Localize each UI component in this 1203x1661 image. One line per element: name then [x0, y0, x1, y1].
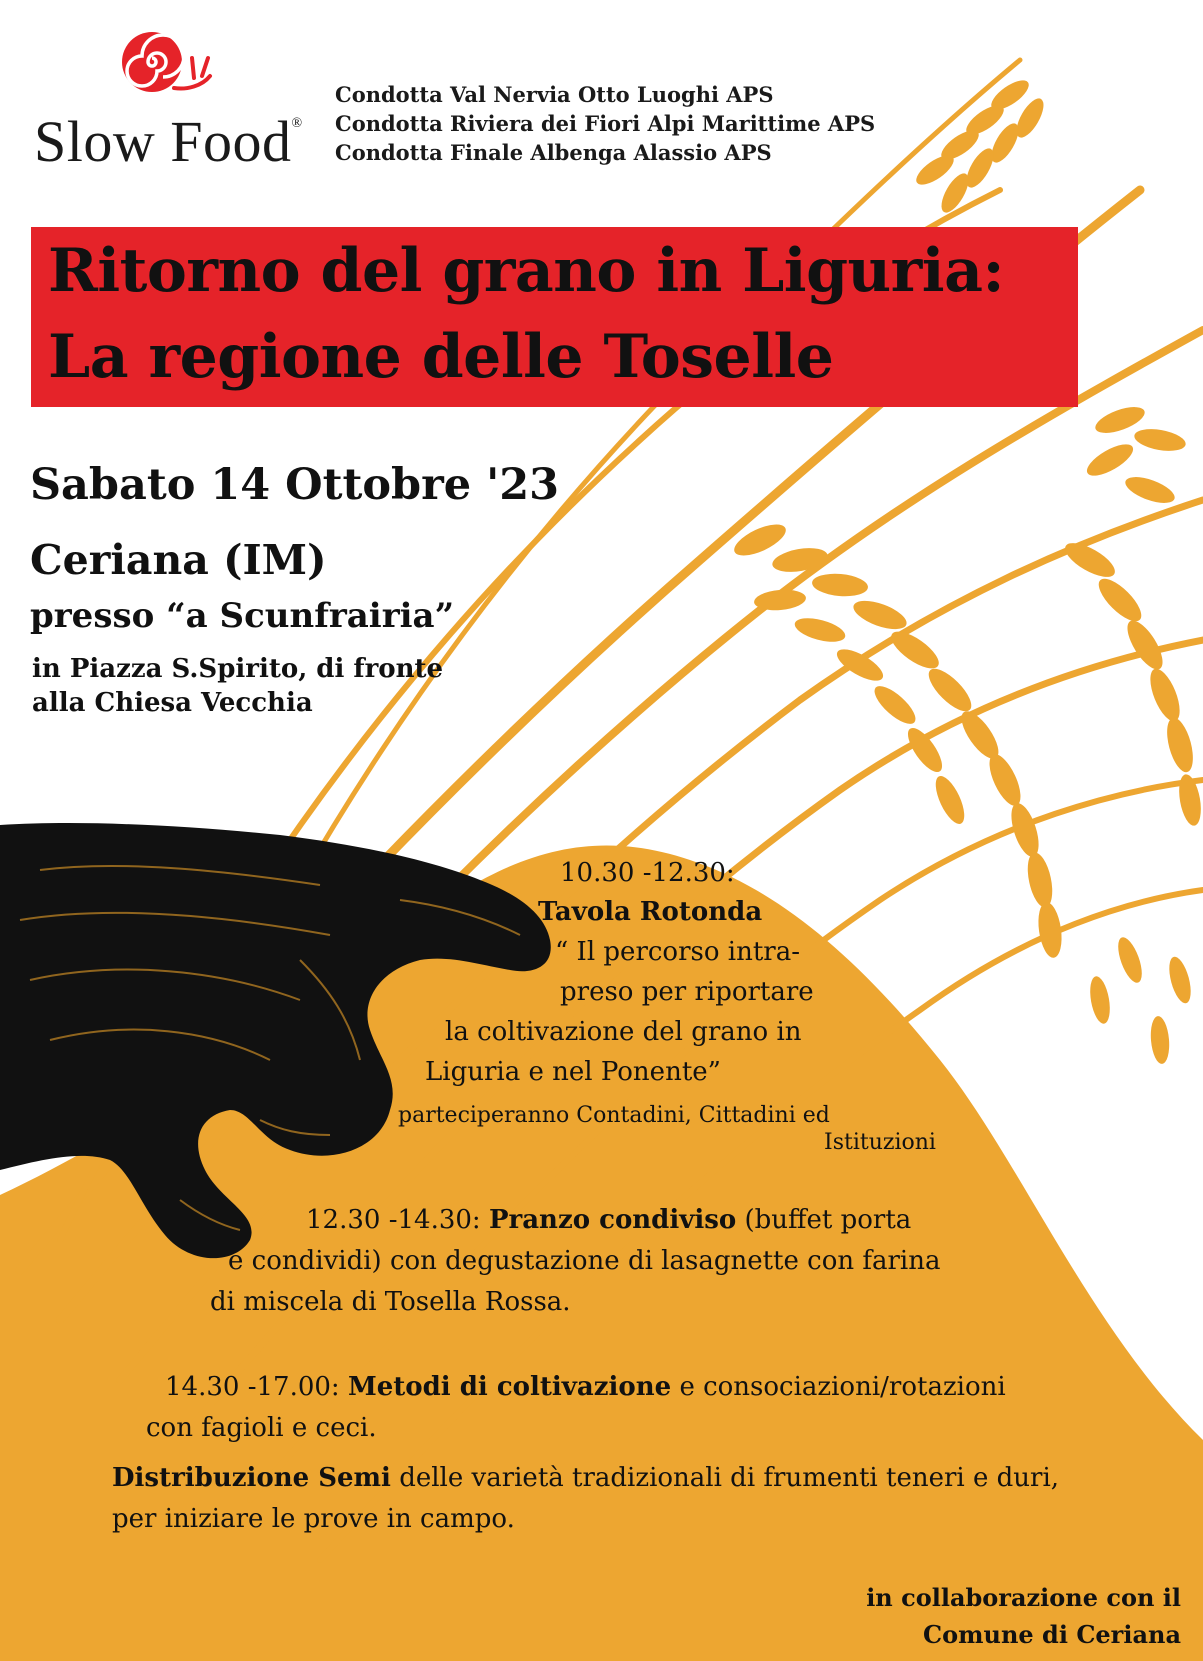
session-2-title: Pranzo condiviso — [488, 1205, 737, 1235]
registered-mark: ® — [291, 116, 303, 131]
collaboration-line-2: Comune di Ceriana — [923, 1620, 1181, 1649]
session-1-line-5: parteciperanno Contadini, Cittadini ed — [398, 1103, 830, 1128]
session-1-line-4: Liguria e nel Ponente” — [425, 1057, 721, 1087]
session-1-line-1: “ Il percorso intra- — [555, 937, 800, 967]
event-city: Ceriana (IM) — [30, 536, 327, 584]
session-4-line-2: per iniziare le prove in campo. — [112, 1504, 515, 1534]
organizer-3: Condotta Finale Albenga Alassio APS — [335, 140, 772, 165]
session-3-line-1 — [165, 1372, 1006, 1402]
snail-logo-icon — [112, 28, 222, 98]
session-4-line-1 — [112, 1463, 1059, 1493]
event-address — [32, 652, 443, 720]
address-line-2: alla Chiesa Vecchia — [32, 688, 313, 718]
session-3-line-2: con fagioli e ceci. — [146, 1413, 377, 1443]
event-venue: presso “a Scunfrairia” — [30, 596, 455, 636]
event-date: Sabato 14 Ottobre '23 — [30, 460, 560, 510]
session-2-time: 12.30 -14.30: — [306, 1205, 481, 1235]
logo-wordmark: Slow Food — [34, 109, 292, 174]
address-line-1: in Piazza S.Spirito, di fronte — [32, 654, 444, 684]
session-3-title: Metodi di coltivazione — [347, 1372, 672, 1402]
organizer-1: Condotta Val Nervia Otto Luoghi APS — [335, 82, 774, 107]
session-1-line-3: la coltivazione del grano in — [445, 1017, 802, 1047]
title-line-1: Ritorno del grano in Liguria: — [48, 236, 1005, 306]
session-2-line-1 — [306, 1205, 911, 1235]
session-2-line-3: di miscela di Tosella Rossa. — [210, 1287, 571, 1317]
session-4-title: Distribuzione Semi — [112, 1463, 391, 1493]
session-2-rest: (buffet porta — [744, 1205, 912, 1235]
session-4-rest: delle varietà tradizionali di frumenti teneri e duri, — [399, 1463, 1060, 1493]
session-1-line-2: preso per riportare — [560, 977, 814, 1007]
slow-food-logo — [34, 108, 303, 175]
session-3-rest: e consociazioni/rotazioni — [679, 1372, 1006, 1402]
organizer-2: Condotta Riviera dei Fiori Alpi Marittime APS — [335, 111, 876, 136]
title-line-2: La regione delle Toselle — [48, 322, 834, 392]
session-2-line-2: e condividi) con degustazione di lasagnette con farina — [228, 1246, 941, 1276]
session-1-time: 10.30 -12.30: — [560, 858, 735, 888]
organizers-list — [335, 80, 875, 167]
session-1-title: Tavola Rotonda — [538, 897, 763, 927]
collaboration-line-1: in collaborazione con il — [866, 1583, 1181, 1612]
session-3-time: 14.30 -17.00: — [165, 1372, 340, 1402]
session-1-line-6: Istituzioni — [824, 1130, 936, 1155]
